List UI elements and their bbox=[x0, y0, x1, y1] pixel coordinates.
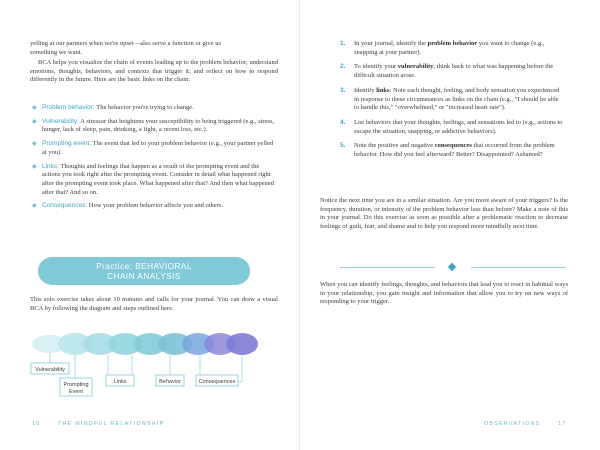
divider-line bbox=[471, 267, 566, 268]
page-number: 17 bbox=[558, 421, 567, 427]
right-footer bbox=[484, 421, 567, 427]
list-item bbox=[30, 118, 278, 135]
notice-text: Notice the next time you are in a similar situation. Are you more aware of your triggers? Is the frequency, duration, or intensity of the problem behavior less than before? Make a note of this in your journal. Do this exercise as soon as possible after a problematic reaction to decrease feelings of guilt, fear, and shame and to help you respond more mindfully next time. bbox=[320, 197, 568, 231]
chain-ellipse bbox=[226, 333, 258, 355]
list-item bbox=[30, 104, 278, 113]
link-text: The event that led to your problem behavior (e.g., your partner yelled at you). bbox=[42, 140, 274, 156]
step-text: To identify your bbox=[354, 63, 398, 71]
link-text: A stressor that heightens your susceptibility to being triggered (e.g., stress, hunger, lack of sleep, pain, drinking, a fight, a recent loss, etc.). bbox=[42, 117, 275, 134]
step-keyword: consequences bbox=[434, 142, 472, 150]
step-text: you want to change (e.g., snapping at your partner). bbox=[354, 40, 545, 56]
practice-title-line-2: CHAIN ANALYSIS bbox=[107, 272, 181, 281]
link-term: Links: bbox=[42, 162, 59, 170]
diamond-icon bbox=[448, 263, 456, 271]
link-term: Consequences: bbox=[42, 202, 88, 210]
step-text: that occurred from the problem behavior. How did you feel afterward? Better? Disappointed? Ashamed? bbox=[354, 142, 555, 159]
list-item bbox=[340, 40, 564, 57]
list-item bbox=[30, 140, 278, 157]
link-term: Vulnerability: bbox=[42, 117, 79, 125]
link-term: Prompting event: bbox=[42, 140, 92, 148]
consequences-label: Consequences bbox=[198, 379, 236, 385]
list-item bbox=[340, 63, 564, 80]
closing-text: When you can identify feelings, thoughts, and behaviors that lead you to react in habitual ways in your relationship, you gain insight and information that allow you to try on new ways of responding to your trigger. bbox=[320, 281, 568, 306]
step-keyword: links bbox=[376, 86, 390, 94]
divider-line bbox=[340, 267, 435, 268]
step-text: , think back to what was happening before the difficult situation arose. bbox=[354, 63, 554, 80]
step-text: : Note each thought, feeling, and body sensation you experienced in response to these circumstances as links on the chain (e.g., "I should be able to handle this," "overwhelmed," or "increased heart rate"). bbox=[354, 86, 560, 112]
link-text: Thoughts and feelings that happen as a result of the prompting event and the actions you took right after the prompting event. Consider in detail what happened right after the prompting event took place. What happened after that? And then what happened after that? And so on. bbox=[42, 162, 274, 196]
bullet-icon: ◆ bbox=[32, 163, 37, 170]
steps-list bbox=[340, 40, 564, 166]
bullet-icon: ◆ bbox=[32, 203, 37, 210]
prompting-event-label: Event bbox=[68, 389, 84, 395]
step-keyword: problem behavior bbox=[427, 40, 478, 47]
notice-paragraph bbox=[320, 197, 568, 232]
bca-paragraph bbox=[30, 59, 278, 85]
behavior-label: Behavior bbox=[159, 379, 181, 385]
chain-links-list bbox=[30, 104, 278, 216]
link-term: Problem behavior: bbox=[42, 104, 95, 111]
step-text: List behaviors that your thoughts, feelings, and sensations led to (e.g., actions to escape the situation, snapping, or addictive behaviors). bbox=[354, 118, 563, 135]
step-number: 2. bbox=[340, 63, 346, 71]
left-footer bbox=[32, 421, 165, 427]
list-item bbox=[340, 119, 564, 136]
links-label: Links bbox=[113, 379, 127, 385]
solo-text: This solo exercise takes about 10 minutes and calls for your journal. You can draw a visual BCA by following the diagram and steps outlined here. bbox=[30, 296, 278, 312]
link-text: The behavior you're trying to change. bbox=[94, 104, 194, 111]
list-item bbox=[30, 163, 278, 198]
step-text: Note the positive and negative bbox=[354, 142, 435, 150]
bullet-icon: ◆ bbox=[32, 105, 37, 111]
bullet-icon: ◆ bbox=[32, 118, 37, 125]
running-title: THE MINDFUL RELATIONSHIP bbox=[57, 421, 165, 427]
step-text: In your journal, identify the bbox=[354, 40, 428, 47]
step-number: 3. bbox=[340, 86, 346, 94]
step-number: 1. bbox=[340, 40, 346, 47]
chain-diagram bbox=[30, 330, 270, 400]
practice-heading bbox=[38, 257, 250, 285]
section-divider bbox=[340, 263, 566, 271]
bullet-icon: ◆ bbox=[32, 141, 37, 148]
vulnerability-label: Vulnerability bbox=[35, 367, 65, 373]
step-keyword: vulnerability bbox=[397, 63, 434, 71]
bca-paragraph-text: BCA helps you visualize the chain of events leading up to the problem behavior; understand emotions, thoughts, behaviors, and contexts that trigger it; and reflect on how to respond differently in the future. Here are the basic links on the chain: bbox=[30, 59, 278, 84]
step-number: 4. bbox=[340, 118, 346, 126]
step-number: 5. bbox=[340, 142, 346, 150]
list-item bbox=[340, 142, 564, 159]
list-item bbox=[340, 87, 564, 113]
solo-exercise-text bbox=[30, 296, 278, 313]
closing-paragraph bbox=[320, 281, 568, 307]
running-title: OBSERVATIONS bbox=[484, 421, 541, 427]
prompting-label: Prompting bbox=[63, 382, 89, 388]
intro-line-1: yelling at our partners when we're upset—also serve a function or give us bbox=[30, 40, 222, 47]
practice-title-line-1: Practice: BEHAVIORAL bbox=[96, 262, 192, 271]
list-item bbox=[30, 202, 278, 211]
intro-text bbox=[30, 40, 278, 57]
step-text: Identify bbox=[354, 86, 377, 94]
intro-line-2: something we want. bbox=[30, 48, 83, 56]
link-text: How your problem behavior affects you and others. bbox=[87, 202, 223, 210]
page-number: 16 bbox=[32, 421, 41, 427]
